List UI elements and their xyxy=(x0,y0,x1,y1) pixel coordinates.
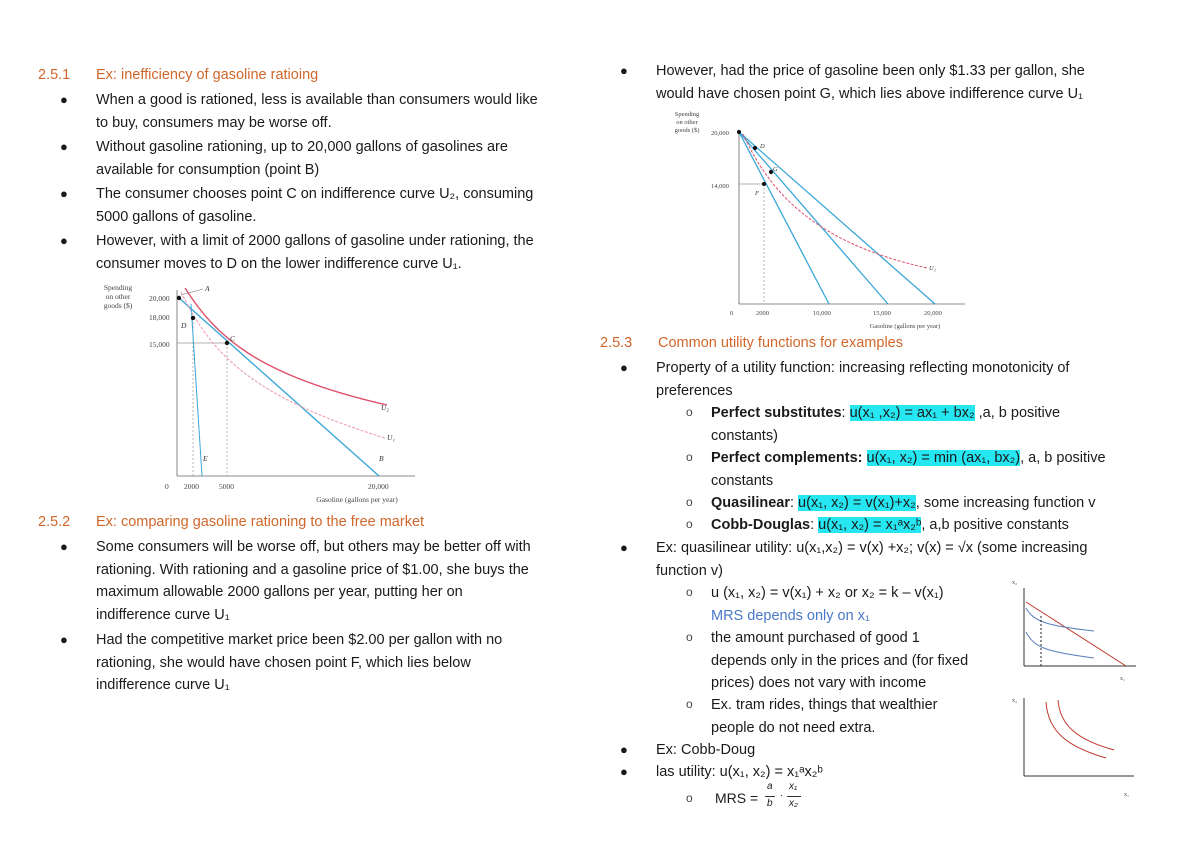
g4-xlabel: x₁ xyxy=(1124,792,1130,798)
fig2-budget-10000 xyxy=(739,132,829,304)
cobb-douglas-graph xyxy=(1008,692,1140,800)
fig2-xtick-10000: 10,000 xyxy=(813,310,831,317)
bullet-icon: ● xyxy=(620,360,628,375)
rationing-figure xyxy=(95,280,435,508)
fig1-ylabel-line: on other xyxy=(105,292,131,301)
fig2-ylabel-line: Spending xyxy=(674,111,700,118)
cobb-utility-text: las utility: u(x₁, x₂) = x₁ᵃx₂ᵇ xyxy=(656,764,823,780)
price-figure xyxy=(665,108,980,332)
fig2-label-f: F xyxy=(755,190,759,197)
fig2-xtick-2000: 2000 xyxy=(756,310,769,317)
g4-indiff-outer xyxy=(1058,700,1114,750)
fig1-budget-line xyxy=(179,298,379,476)
fig2-xtick-15000: 15,000 xyxy=(873,310,891,317)
quasilinear-graph xyxy=(1008,574,1140,682)
fig2-point-top xyxy=(737,130,741,134)
bullet-point-g-text: However, had the price of gasoline been only $1.33 per gallon, she would have chosen point G, which lies above indifference curve U₁ xyxy=(656,63,1085,102)
bullet-point-c-text: The consumer chooses point C on indifference curve U₂, consuming 5000 gallons of gasoline. xyxy=(96,186,534,225)
section-2-5-2-heading: 2.5.2 Ex: comparing gasoline rationing to the free market xyxy=(38,514,425,530)
cobb-example-text: Ex: Cobb-Doug xyxy=(656,742,756,758)
fig1-curve-u2 xyxy=(185,288,387,405)
fig2-ylabel-line: on other xyxy=(676,119,698,126)
fig1-label-u2: U₂ xyxy=(381,403,390,412)
fig2-ylabel-line: goods ($) xyxy=(674,127,700,134)
fig1-ytick-15000: 15,000 xyxy=(149,340,170,349)
fig2-ytick-20000: 20,000 xyxy=(711,130,729,137)
circle-bullet-icon: o xyxy=(686,697,693,711)
fig1-xtick-2000: 2000 xyxy=(184,482,199,491)
perfect-complements-item: Perfect complements: u(x₁, x₂) = min (ax₁, bx₂), a, b positive constants xyxy=(711,450,1106,489)
circle-bullet-icon: o xyxy=(686,585,693,599)
fig1-ytick-20000: 20,000 xyxy=(149,294,170,303)
bullet-icon: ● xyxy=(620,764,628,779)
fig1-steep-line xyxy=(191,304,202,476)
fig1-label-b: B xyxy=(379,454,384,463)
circle-bullet-icon: o xyxy=(686,450,693,464)
bullet-rationed-text: When a good is rationed, less is available than consumers would like to buy, consumers may be worse off. xyxy=(96,92,538,131)
bullet-property-text: Property of a utility function: increasing reflecting monotonicity of preferences xyxy=(656,360,1070,399)
quasilinear-mrs-item: u (x₁, x₂) = v(x₁) + x₂ or x₂ = k – v(x₁) MRS depends only on x₁ xyxy=(711,585,944,624)
mrs-formula: MRS = a b · x₁ x₂ xyxy=(715,784,835,814)
bullet-no-rationing-text: Without gasoline rationing, up to 20,000 gallons of gasolines are available for consumption (point B) xyxy=(96,139,508,178)
fig1-point-d xyxy=(191,316,195,320)
section-2-5-3-heading: 2.5.3 Common utility functions for examples xyxy=(600,335,903,351)
fig1-point-c xyxy=(225,341,229,345)
g4-indiff-inner xyxy=(1046,702,1106,758)
circle-bullet-icon: o xyxy=(686,791,693,805)
quasilinear-income-item: the amount purchased of good 1 depends only in the prices and (for fixed prices) does not vary with income xyxy=(711,630,969,691)
g4-ylabel: x₂ xyxy=(1012,698,1018,704)
fig1-label-a: A xyxy=(205,284,210,293)
g3-xlabel: x₁ xyxy=(1120,676,1126,682)
fig1-label-e: E xyxy=(203,454,208,463)
fig2-label-d: D xyxy=(760,143,765,150)
bullet-icon: ● xyxy=(620,742,628,757)
fig2-xtick-20000: 20,000 xyxy=(924,310,942,317)
bullet-icon: ● xyxy=(60,139,68,154)
quasilinear-item: Quasilinear: u(x₁, x₂) = v(x₁)+x₂, some increasing function v xyxy=(711,495,1096,511)
perfect-substitutes-item: Perfect substitutes: u(x₁ ,x₂) = ax₁ + bx₂ ,a, b positive constants) xyxy=(711,405,1061,444)
fig2-point-d xyxy=(753,146,757,150)
g3-indiff-upper xyxy=(1026,608,1094,631)
fig1-curve-u1 xyxy=(181,292,385,438)
fig2-point-f xyxy=(762,182,766,186)
circle-bullet-icon: o xyxy=(686,495,693,509)
fig1-ylabel-line: Spending xyxy=(103,283,133,292)
circle-bullet-icon: o xyxy=(686,405,693,419)
fig1-ytick-18000: 18,000 xyxy=(149,313,170,322)
fig1-xtick-5000: 5000 xyxy=(219,482,234,491)
bullet-worse-off-text: Some consumers will be worse off, but others may be better off with rationing. With rationing and a gasoline price of $1.00, she buys the maximum allowable 2000 gallons per year, putting her on indifference curve U₁ xyxy=(96,539,531,623)
fig1-ylabel-line: goods ($) xyxy=(103,301,133,310)
bullet-competitive-text: Had the competitive market price been $2.00 per gallon with no rationing, she would have chosen point F, which lies below indifference curve U₁ xyxy=(96,632,503,693)
fig1-xtick-0: 0 xyxy=(165,482,169,491)
bullet-icon: ● xyxy=(620,63,628,78)
fig1-xtick-20000: 20,000 xyxy=(368,482,389,491)
mrs-fraction-bar xyxy=(787,796,801,797)
bullet-icon: ● xyxy=(620,540,628,555)
mrs-fraction-bar xyxy=(765,796,775,797)
bullet-icon: ● xyxy=(60,233,68,248)
fig2-label-g: G xyxy=(773,166,778,173)
cobb-douglas-item: Cobb-Douglas: u(x₁, x₂) = x₁ᵃx₂ᵇ, a,b positive constants xyxy=(711,517,1069,533)
tram-rides-item: Ex. tram rides, things that wealthier people do not need extra. xyxy=(711,697,938,736)
circle-bullet-icon: o xyxy=(686,517,693,531)
fig1-label-d: D xyxy=(181,321,187,330)
fig2-label-u1: U₁ xyxy=(929,265,936,272)
fig1-point-a xyxy=(177,296,181,300)
fig2-ytick-14000: 14,000 xyxy=(711,183,729,190)
bullet-icon: ● xyxy=(60,632,68,647)
g3-ylabel: x₂ xyxy=(1012,580,1018,586)
fig1-leader-a xyxy=(181,289,203,295)
circle-bullet-icon: o xyxy=(686,630,693,644)
bullet-icon: ● xyxy=(60,539,68,554)
fig2-curve-u1 xyxy=(743,134,927,268)
bullet-icon: ● xyxy=(60,92,68,107)
fig2-budget-15000 xyxy=(739,132,888,304)
fig2-budget-20000 xyxy=(739,132,935,304)
fig1-label-u1: U₁ xyxy=(387,433,396,442)
section-2-5-1-heading: 2.5.1 Ex: inefficiency of gasoline ratioing xyxy=(38,67,319,83)
fig2-xtick-0: 0 xyxy=(730,310,734,317)
fig1-label-c: C xyxy=(230,334,236,343)
bullet-icon: ● xyxy=(60,186,68,201)
g3-indiff-lower xyxy=(1026,632,1094,658)
fig2-xlabel: Gasoline (gallons per year) xyxy=(869,323,941,330)
quasilinear-example-text: Ex: quasilinear utility: u(x₁,x₂) = v(x) +x₂; v(x) = √x (some increasing function v) xyxy=(656,540,1088,579)
bullet-limit-text: However, with a limit of 2000 gallons of gasoline under rationing, the consumer moves to D on the lower indifference curve U₁. xyxy=(96,233,534,272)
fig1-xlabel: Gasoline (gallons per year) xyxy=(316,495,398,504)
